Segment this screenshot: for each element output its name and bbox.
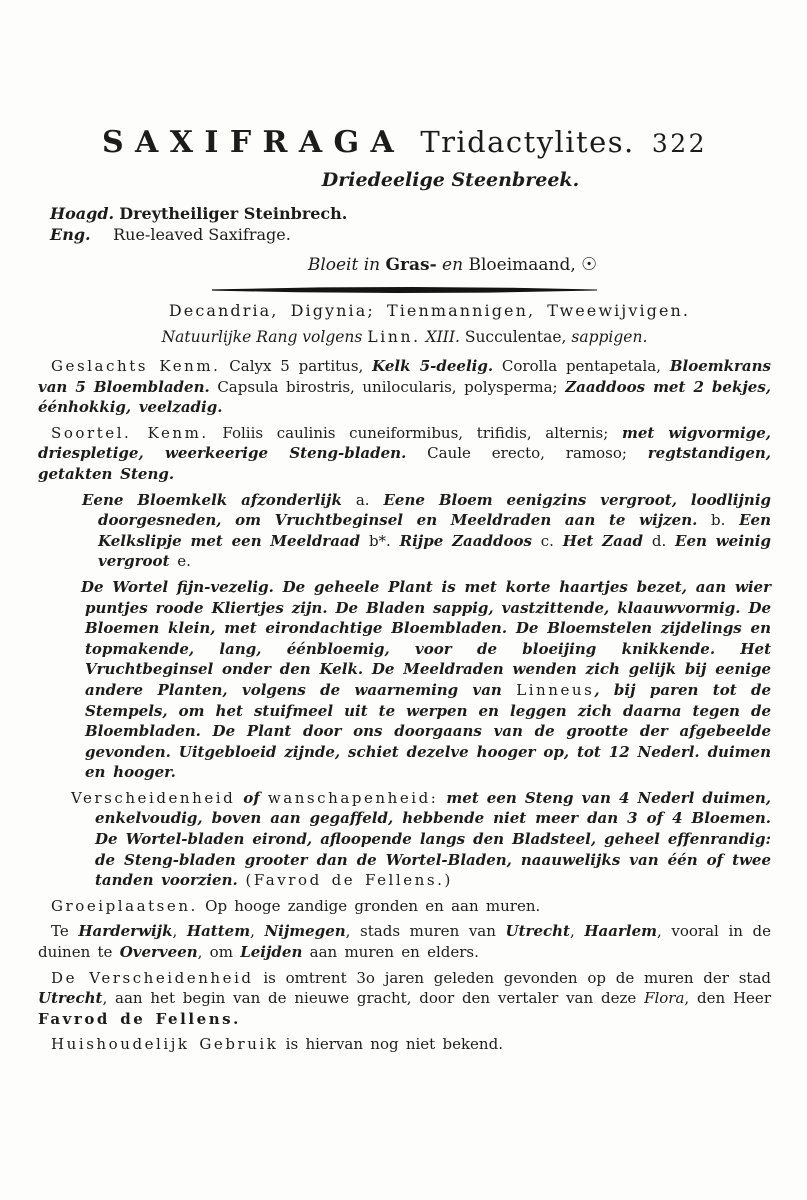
paragraph-description (81, 577, 772, 783)
text-run: Natuurlijke Rang volgens (161, 328, 368, 346)
text-run: Nijmegen (264, 922, 346, 941)
natural-rank-line (38, 327, 771, 348)
dutch-common-name: Driedeelige Steenbreek. (321, 169, 580, 191)
text-run: of (235, 788, 268, 807)
plate-number: 322 (651, 129, 708, 158)
text-run: Foliis caulinis cuneiformibus, trifidis, alternis; (208, 423, 622, 442)
text-run: , (570, 255, 582, 275)
text-run: Verscheidenheid (71, 788, 236, 807)
text-run: b. (711, 511, 726, 530)
text-run: met een Steng van 4 Nederl duimen, enkelvoudig, boven aan gegaffeld, hebbende niet meer dan 3 of 4 Bloemen. De Wortel-bladen eirond, afloopende langs den Bladsteel, geheel effenrandig: de Steng-bladen grooter dan de Wortel-Bladen, naauwelijks van één of twee tanden voorzien. (95, 788, 772, 890)
text-run: Linn. (367, 328, 421, 346)
text-run: (Favrod de Fellens.) (245, 871, 453, 890)
text-run: Zaaddoos met 2 bekjes, éénhokkig, veelzadig. (38, 377, 771, 417)
text-run: Calyx 5 partitus, (220, 357, 373, 375)
text-run: , om (197, 943, 241, 962)
text-run: , (569, 922, 585, 941)
text-run: Geslachts Kenm. (51, 357, 221, 375)
text-run: Corolla pentapetala, (493, 357, 670, 375)
text-run: ☉ (581, 254, 598, 275)
paragraph-discovery (38, 968, 771, 1030)
page-title (38, 124, 771, 165)
text-run: Succulentae, (464, 328, 572, 346)
genus-name: SAXIFRAGA (101, 125, 406, 160)
text-run: Eene Bloemkelk afzonderlijk (82, 490, 356, 509)
text-run: Favrod de Fellens. (38, 1009, 241, 1028)
text-run: b*. (368, 531, 391, 550)
classification-line: Decandria, Digynia; Tienmannigen, Tweewijvigen. (168, 301, 691, 320)
text-run: wanschapenheid: (267, 788, 439, 807)
text-run: en (436, 255, 469, 275)
text-run: Rijpe Zaaddoos (390, 531, 541, 550)
text-run: Linneus (516, 680, 595, 699)
english-language-label: Eng. (50, 225, 91, 244)
text-run: XIII. (420, 328, 465, 346)
species-name: Tridactylites. (420, 125, 635, 159)
text-run: Haarlem (584, 922, 657, 941)
english-name-line (38, 224, 771, 245)
text-run: aan muren en elders. (302, 943, 479, 962)
text-run: sappigen. (571, 328, 648, 346)
text-run: Op hooge zandige gronden en aan muren. (197, 896, 541, 915)
paragraph-variety (71, 788, 772, 891)
paragraph-habitats (38, 896, 771, 917)
text-run: e. (177, 552, 191, 571)
text-run: Bloeit in (307, 255, 386, 275)
paragraph-species-characters (38, 423, 771, 485)
text-run: , stads muren van (345, 922, 506, 941)
text-run: Het Zaad (553, 531, 652, 550)
text-run: Eene Bloem eenigzins vergroot, loodlijnig doorgesneden, om Vruchtbeginsel en Meeldraden aan te wijzen. (98, 490, 772, 530)
text-run: Bloeimaand (468, 255, 571, 275)
text-run: , aan het begin van de nieuwe gracht, door den vertaler van deze (102, 989, 645, 1008)
english-common-name: Rue-leaved Saxifrage. (113, 225, 291, 244)
divider-rule (212, 287, 597, 293)
text-run: Kelk 5-deelig. (372, 357, 494, 375)
text-run: Een Kelkslipje met een Meeldraad (98, 511, 771, 550)
paragraph-genus-characters (38, 356, 771, 418)
paragraph-figure-caption (82, 490, 772, 572)
text-run: is omtrent 3o jaren geleden gevonden op de muren der stad (253, 968, 771, 987)
text-run: Utrecht (505, 922, 570, 941)
text-run: , vooral in de duinen te (38, 922, 771, 962)
text-run: met wigvormige, driespletige, weerkeerige Steng-bladen. (38, 423, 771, 463)
text-run: is hiervan nog niet bekend. (278, 1035, 503, 1054)
text-run: Bloemkrans van 5 Bloembladen. (38, 357, 771, 396)
text-run: Caule erecto, ramoso; (406, 444, 648, 463)
text-run: , (250, 922, 265, 941)
text-run: Soortel. Kenm. (51, 423, 209, 442)
text-run: , bij paren tot de Stempels, om het stuifmeel uit te werpen en leggen zich daarna tegen de Bloembladen. De Plant door ons doorgaans van de grootte der afgebeelde gevonden. Uitgebloeid zijnde, schiet dezelve hooger op, tot 12 Nederl. duimen en hooger. (85, 680, 772, 782)
text-run: Utrecht (38, 989, 103, 1008)
text-run: Groeiplaatsen. (51, 896, 198, 915)
text-run: , den Heer (684, 989, 771, 1008)
text-run: regtstandigen, getakten Steng. (38, 444, 771, 483)
bloom-period-line (86, 254, 807, 276)
text-run: Flora (644, 989, 685, 1008)
text-run: d. (651, 531, 667, 550)
text-run: Overveen (119, 943, 198, 962)
text-run: De Verscheidenheid (51, 968, 254, 987)
german-name-line (38, 203, 771, 224)
text-run: Huishoudelijk Gebruik (51, 1035, 279, 1054)
paragraph-household-use (38, 1034, 771, 1055)
text-run: Hattem (186, 922, 251, 941)
text-run: c. (540, 531, 554, 550)
text-run: Gras- (385, 255, 437, 275)
text-run: a. (355, 490, 370, 509)
german-language-label: Hoagd. (50, 204, 115, 223)
text-run: Te (51, 922, 79, 941)
text-run: Capsula birostris, unilocularis, polysperma; (209, 377, 566, 396)
text-run: , (172, 922, 187, 941)
text-run: Harderwijk (78, 922, 173, 941)
text-run: De Wortel fijn-vezelig. De geheele Plant is met korte haartjes bezet, aan wier puntjes roode Kliertjes zijn. De Bladen sappig, vastzittende, klaauwvormig. De Bloemen klein, met eirondachtige Bloembladen. De Bloemstelen zijdelings en topmakende, lang, éénbloemig, voor de bloeijing knikkende. Het Vruchtbeginsel onder den Kelk. De Meeldraden wenden zich gelijk bij eenige andere Planten, volgens de waarneming van (81, 577, 771, 699)
paragraph-locations (38, 921, 771, 962)
text-run: Leijden (240, 943, 303, 962)
german-common-name: Dreytheiliger Steinbrech. (119, 204, 348, 223)
text-run: Een weinig vergroot (98, 531, 771, 571)
